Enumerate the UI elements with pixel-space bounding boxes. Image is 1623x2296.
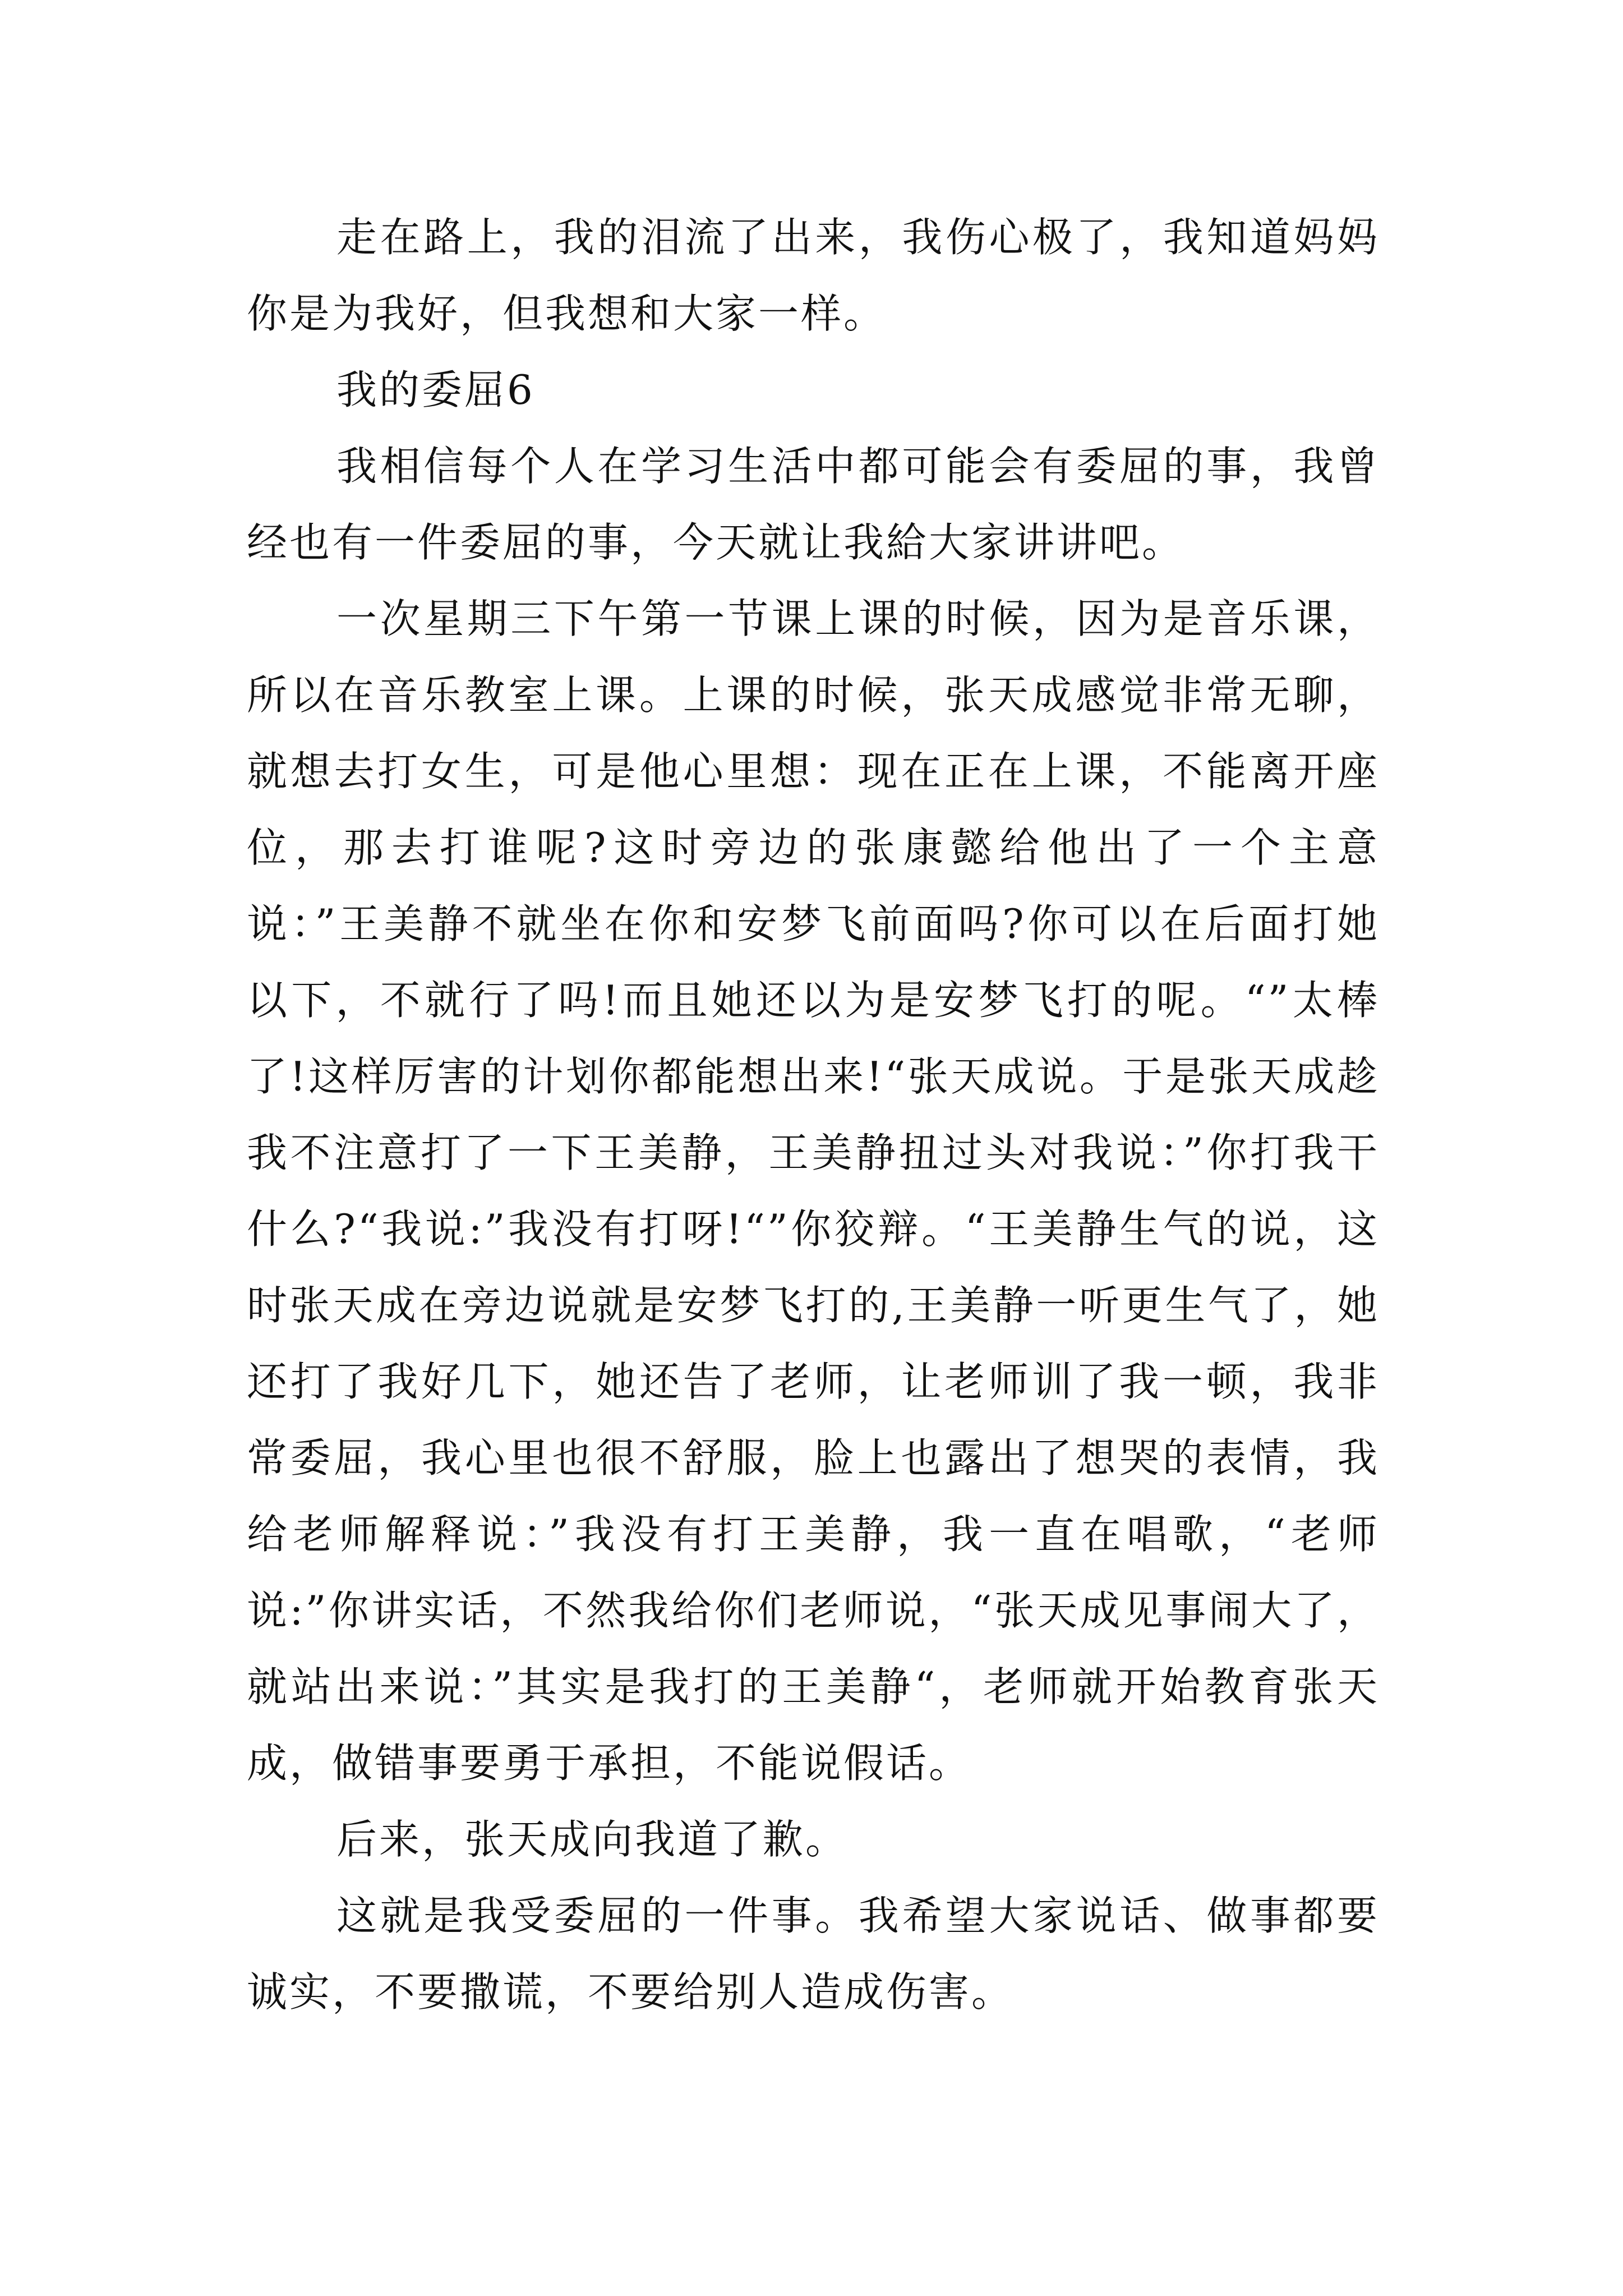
- paragraph-conclusion: 这就是我受委屈的一件事。我希望大家说话、做事都要诚实，不要撒谎，不要给别人造成伤害。: [247, 1892, 1380, 2016]
- paragraph-story: 一次星期三下午第一节课上课的时候，因为是音乐课，所以在音乐教室上课。上课的时候，张天成感觉非常无聊，就想去打女生，可是他心里想：现在正在上课，不能离开座位，那去打谁呢?这时旁边的张康懿给他出了一个主意说：”王美静不就坐在你和安梦飞前面吗?你可以在后面打她以下，不就行了吗!而且她还以为是安梦飞打的呢。“”太棒了!这样厉害的计划你都能想出来!“张天成说。于是张天成趁我不注意打了一下王美静，王美静扭过头对我说：”你打我干什么?“我说:”我没有打呀!“”你狡辩。“王美静生气的说，这时张天成在旁边说就是安梦飞打的,王美静一听更生气了，她还打了我好几下，她还告了老师，让老师训了我一顿，我非常委屈，我心里也很不舒服，脸上也露出了想哭的表情，我给老师解释说：”我没有打王美静，我一直在唱歌，“老师说:”你讲实话，不然我给你们老师说，“张天成见事闹大了，就站出来说：”其实是我打的王美静“，老师就开始教育张天成，做错事要勇于承担，不能说假话。: [247, 595, 1380, 1787]
- section-heading: 我的委屈6: [336, 366, 535, 413]
- paragraph-intro: 我相信每个人在学习生活中都可能会有委屈的事，我曾经也有一件委屈的事，今天就让我給大家讲讲吧。: [247, 443, 1380, 566]
- paragraph-apology: 后来，张天成向我道了歉。: [336, 1816, 849, 1863]
- article-body: [247, 199, 1380, 2030]
- paragraph-closing-previous: 走在路上，我的泪流了出来，我伤心极了，我知道妈妈你是为我好，但我想和大家一样。: [247, 214, 1380, 337]
